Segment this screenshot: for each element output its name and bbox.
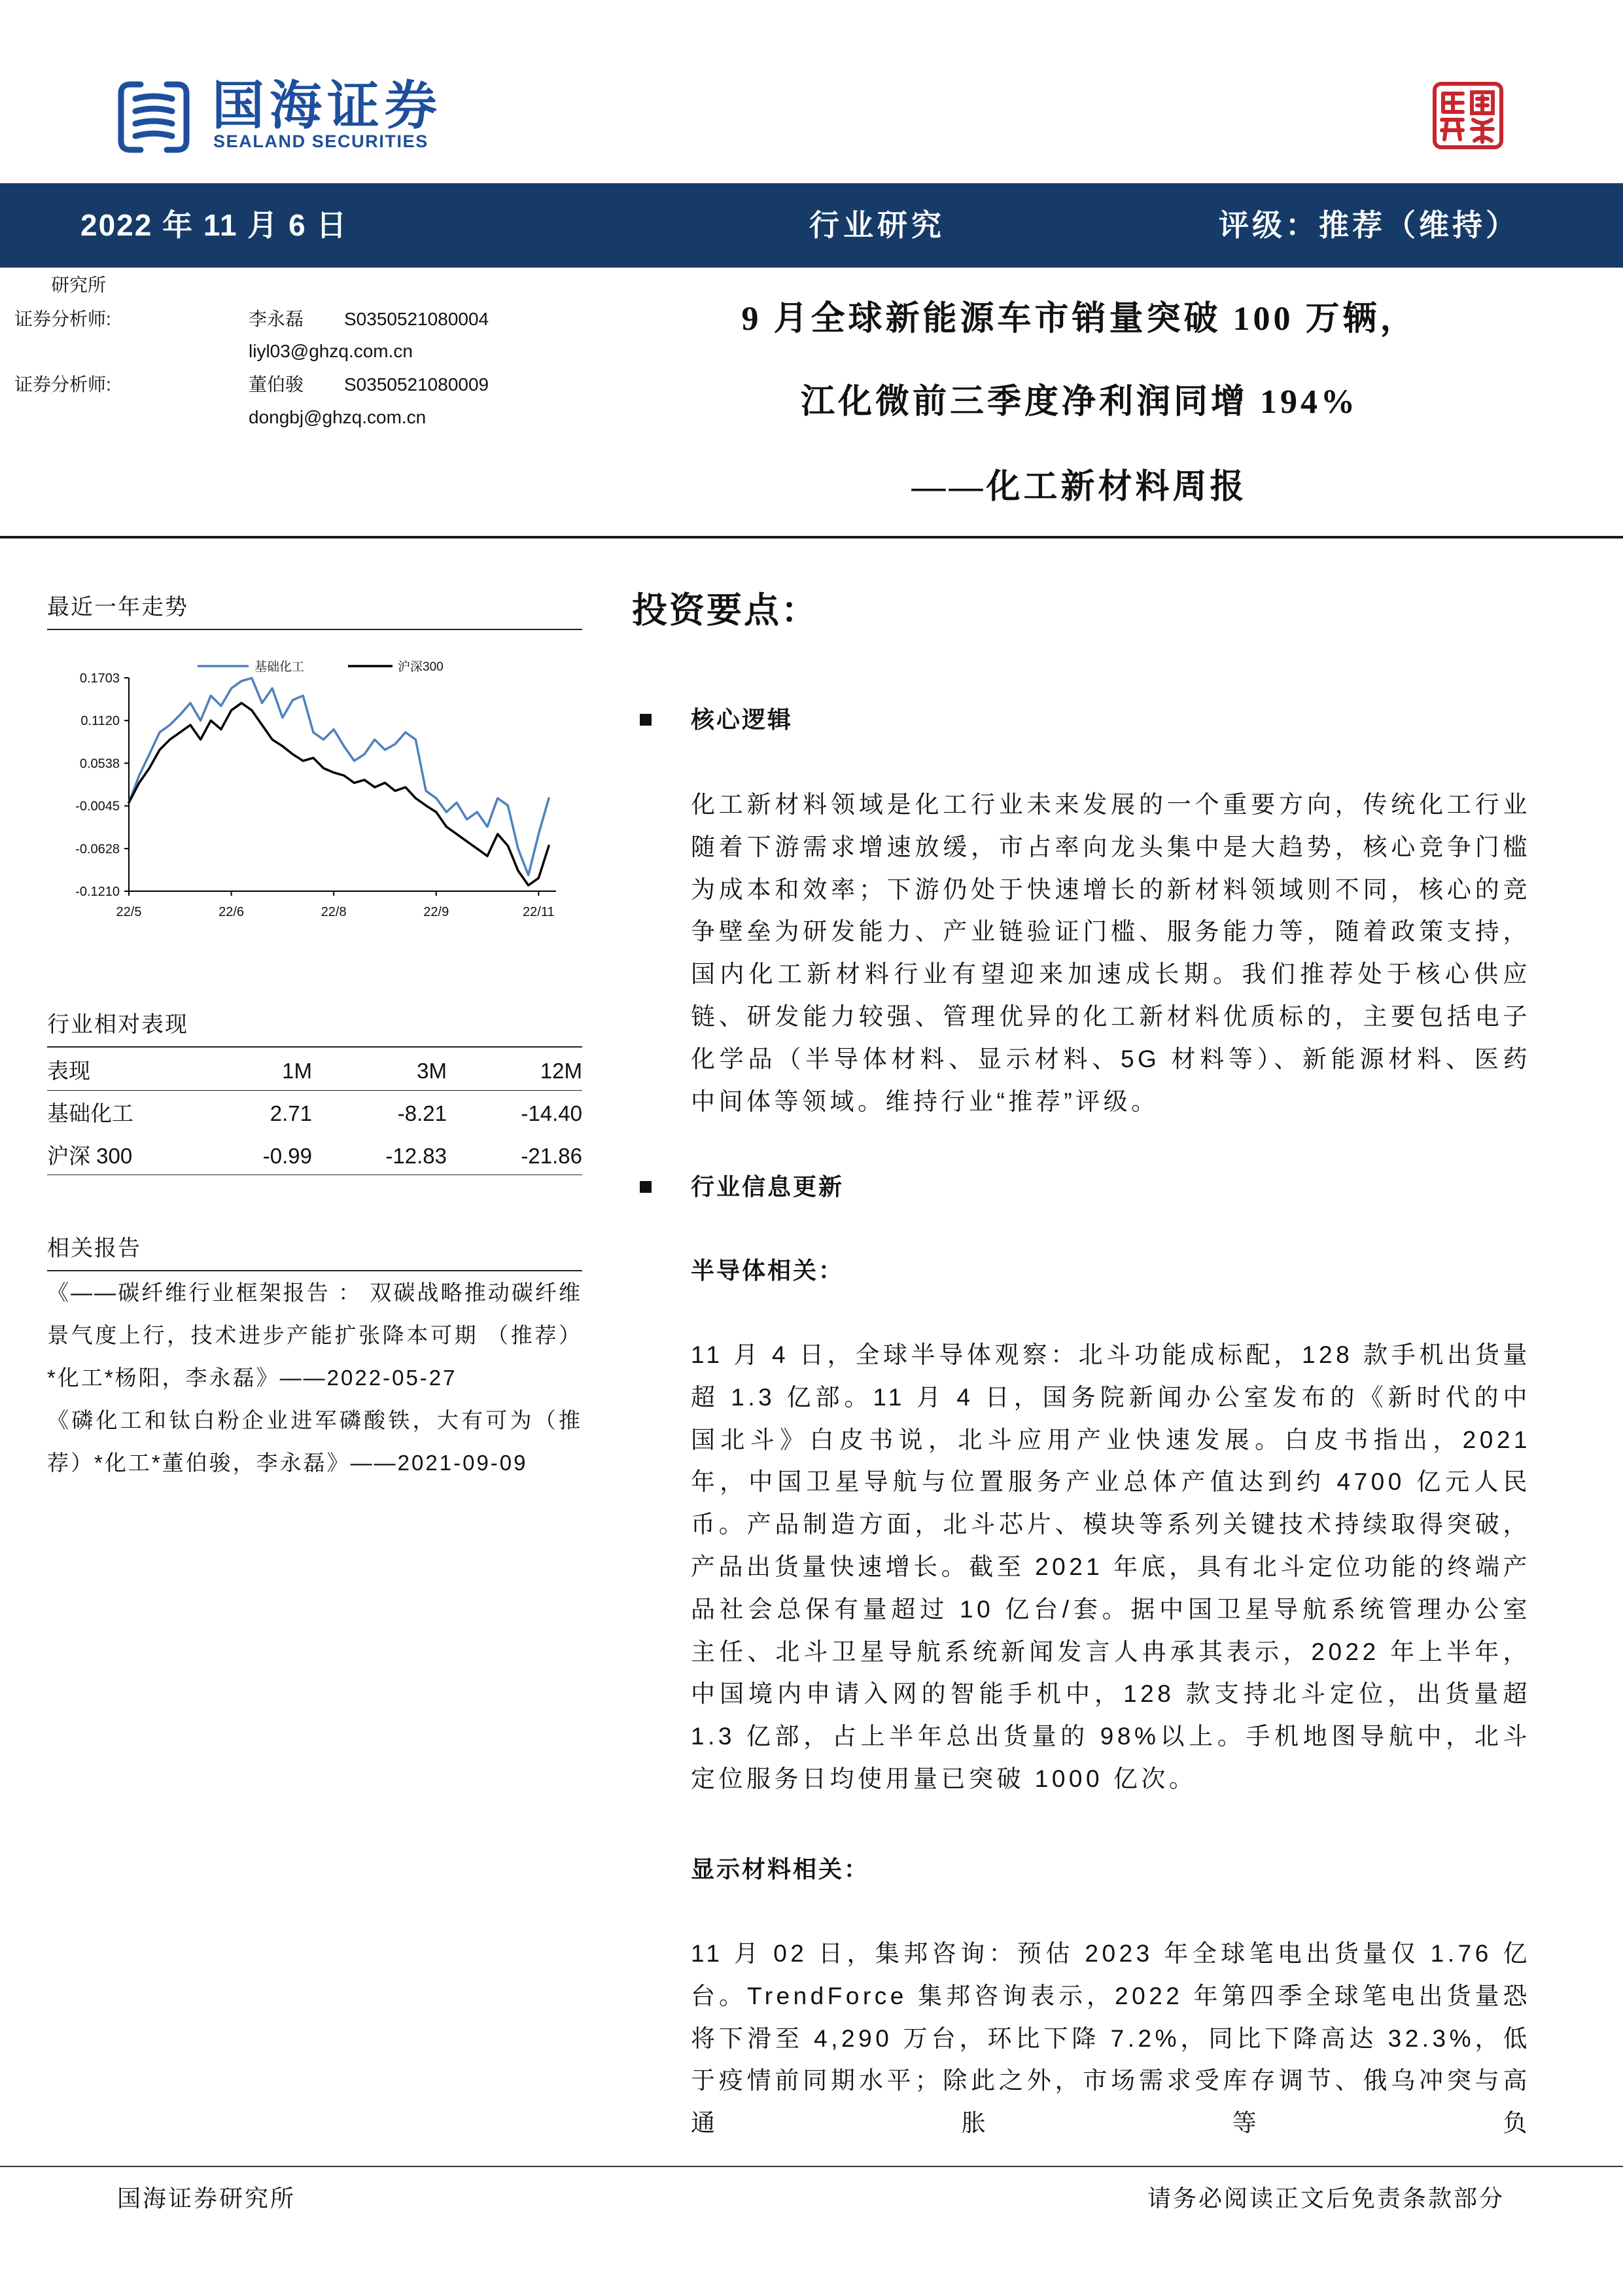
footer-disclaimer-note: 请务必阅读正文后免责条款部分 — [1147, 2185, 1505, 2212]
report-rating: 评级：推荐（维持） — [1219, 208, 1519, 242]
legend-label-hushen300: 沪深300 — [398, 660, 444, 674]
research-seal-icon — [1431, 80, 1505, 150]
table-row — [47, 1097, 582, 1130]
square-bullet-icon — [640, 714, 652, 726]
table-header-cell: 1M — [282, 1059, 312, 1083]
performance-heading: 行业相对表现 — [47, 1012, 188, 1037]
footer-institute: 国海证券研究所 — [117, 2185, 296, 2212]
series-line-2 — [129, 703, 549, 885]
y-tick-label: 0.0538 — [79, 756, 120, 771]
related-reports-list — [47, 1271, 582, 1484]
table-cell: 基础化工 — [47, 1101, 133, 1125]
table-cell: -0.99 — [262, 1144, 312, 1168]
report-date: 2022 年 11 月 6 日 — [80, 208, 348, 242]
related-reports-heading: 相关报告 — [47, 1236, 141, 1261]
industry-update-heading: 行业信息更新 — [691, 1173, 845, 1200]
legend-label-jichu-huagong: 基础化工 — [254, 660, 305, 674]
trend-heading: 最近一年走势 — [47, 595, 188, 620]
institute-label: 研究所 — [51, 275, 107, 295]
table-cell: 2.71 — [270, 1101, 312, 1125]
series-line-1 — [129, 678, 549, 875]
x-tick-label: 22/9 — [423, 905, 449, 919]
analyst-email: dongbj@ghzq.com.cn — [249, 407, 427, 427]
table-header-cell: 表现 — [47, 1059, 90, 1083]
square-bullet-icon — [640, 1181, 652, 1193]
related-report-item: 《磷化工和钛白粉企业进军磷酸铁，大有可为（推荐）*化工*董伯骏，李永磊》——2021-09-09 — [47, 1408, 582, 1475]
table-cell: -14.40 — [521, 1101, 582, 1125]
table-bottom-line — [47, 1174, 582, 1175]
related-report-item: 《——碳纤维行业框架报告 ： 双碳战略推动碳纤维景气度上行，技术进步产能扩张降本可期 （推荐）*化工*杨阳，李永磊》——2022-05-27 — [47, 1280, 582, 1390]
company-logo-english: SEALAND SECURITIES — [213, 132, 428, 151]
x-tick-label: 22/8 — [321, 905, 347, 919]
analyst-email: liyl03@ghzq.com.cn — [249, 341, 413, 361]
analyst-license: S0350521080004 — [344, 309, 489, 329]
performance-table-header — [47, 1055, 582, 1087]
report-subtitle: ——化工新材料周报 — [911, 468, 1248, 506]
x-tick-label: 22/6 — [218, 905, 245, 919]
y-tick-label: -0.1210 — [75, 885, 120, 899]
y-tick-label: 0.1120 — [80, 714, 120, 729]
investment-highlights-heading: 投资要点： — [632, 591, 818, 630]
semiconductor-paragraph: 11 月 4 日，全球半导体观察：北斗功能成标配，128 款手机出货量超 1.3 亿部。11 月 4 日，国务院新闻办公室发布的《新时代的中国北斗》白皮书说，北斗应用产业快速发展。白皮书指出，2021 年，中国卫星导航与位置服务产业总体产值达到约 4700 亿元人民币。产品制造方面，北斗芯片、模块等系列关键技术持续取得突破，产品出货量快速增长。截至 2021 年底，具有北斗定位功能的终端产品社会总保有量超过 10 亿台/套。据中国卫星导航系统管理办公室主任、北斗卫星导航系统新闻发言人冉承其表示，2022 年上半年，中国境内申请入网的智能手机中，128 款支持北斗定位，出货量超 1.3 亿部，占上半年总出货量的 98%以上。手机地图导航中，北斗定位服务日均使用量已突破 1000 亿次。 — [691, 1341, 1531, 1792]
y-tick-label: -0.0045 — [75, 799, 120, 814]
display-materials-heading: 显示材料相关： — [691, 1856, 870, 1882]
y-tick-label: 0.1703 — [79, 671, 120, 686]
table-cell: -21.86 — [521, 1144, 582, 1168]
table-cell: 沪深 300 — [47, 1144, 133, 1168]
table-header-divider — [47, 1090, 582, 1091]
footer-divider — [0, 2166, 1623, 2167]
display-materials-paragraph: 11 月 02 日，集邦咨询：预估 2023 年全球笔电出货量仅 1.76 亿台。TrendForce 集邦咨询表示，2022 年第四季全球笔电出货量恐将下滑至 4,290 万台，环比下降 7.2%，同比下降高达 32.3%，低于疫情前同期水平；除此之外，市场需求受库存调节、俄乌冲突与高通胀等负 — [691, 1940, 1531, 2137]
analyst-role: 证券分析师: — [14, 309, 111, 329]
table-cell: -8.21 — [397, 1101, 447, 1125]
table-header-cell: 12M — [540, 1059, 582, 1083]
analyst-name: 李永磊 — [249, 309, 304, 329]
sealand-logo-icon — [117, 80, 190, 154]
report-title-line-2: 江化微前三季度净利润同增 194% — [800, 383, 1358, 421]
x-tick-label: 22/11 — [523, 905, 555, 919]
performance-heading-underline — [47, 1046, 582, 1048]
report-title-line-1: 9 月全球新能源车市销量突破 100 万辆， — [741, 300, 1418, 338]
semiconductor-heading: 半导体相关： — [691, 1257, 845, 1284]
analyst-role: 证券分析师: — [14, 374, 111, 395]
x-tick-label: 22/5 — [116, 905, 142, 919]
report-info-band — [0, 183, 1623, 268]
core-logic-heading: 核心逻辑 — [691, 706, 794, 733]
trend-line-chart — [39, 648, 589, 936]
company-logo-name: 国海证券 — [212, 77, 442, 135]
analyst-name: 董伯骏 — [249, 374, 304, 395]
report-category: 行业研究 — [809, 208, 945, 242]
header-divider — [0, 536, 1623, 539]
core-logic-paragraph: 化工新材料领域是化工行业未来发展的一个重要方向，传统化工行业随着下游需求增速放缓，市占率向龙头集中是大趋势，核心竞争门槛为成本和效率；下游仍处于快速增长的新材料领域则不同，核心的竞争壁垒为研发能力、产业链验证门槛、服务能力等，随着政策支持，国内化工新材料行业有望迎来加速成长期。我们推荐处于核心供应链、研发能力较强、管理优异的化工新材料优质标的，主要包括电子化学品（半导体材料、显示材料、5G 材料等）、新能源材料、医药中间体等领域。维持行业“推荐”评级。 — [691, 791, 1531, 1115]
table-header-cell: 3M — [417, 1059, 447, 1083]
y-tick-label: -0.0628 — [75, 841, 120, 857]
trend-heading-underline — [47, 629, 582, 630]
table-cell: -12.83 — [385, 1144, 447, 1168]
table-row — [47, 1140, 582, 1173]
analyst-license: S0350521080009 — [344, 374, 489, 395]
